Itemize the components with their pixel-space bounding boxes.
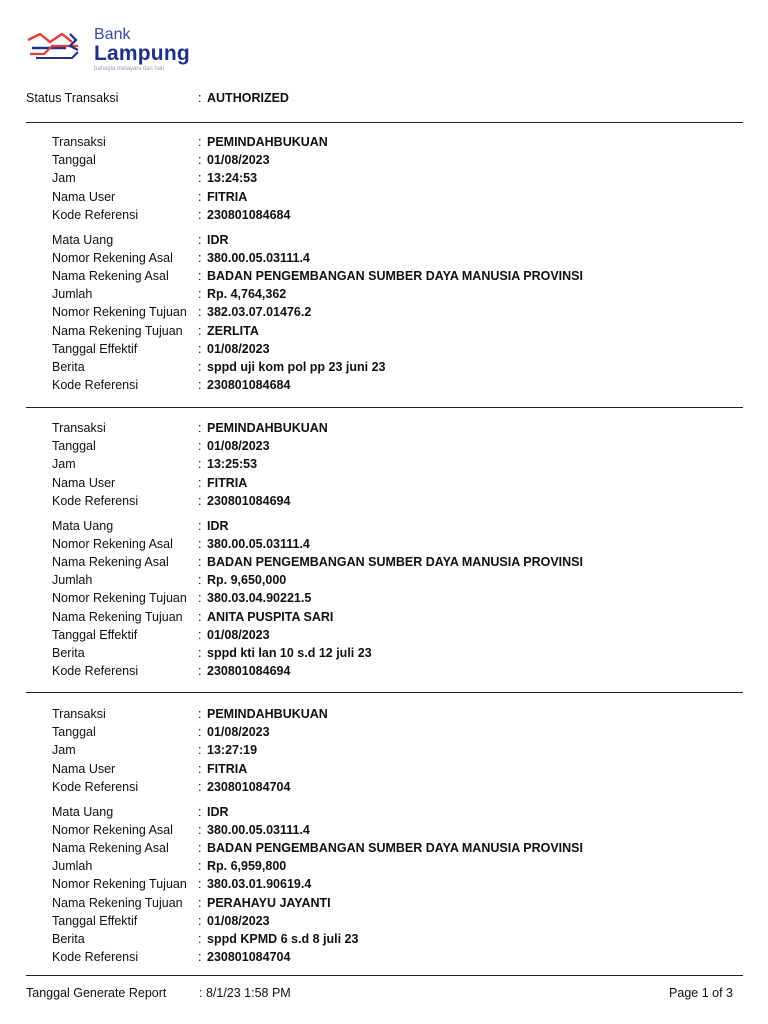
separator: : xyxy=(198,664,202,679)
field-value: sppd uji kom pol pp 23 juni 23 xyxy=(207,359,386,374)
field-label: Kode Referensi xyxy=(52,779,139,794)
field-value: BADAN PENGEMBANGAN SUMBER DAYA MANUSIA PROVINSI xyxy=(207,554,583,569)
field-row xyxy=(52,249,768,267)
field-label: Kode Referensi xyxy=(52,378,139,393)
divider xyxy=(26,692,743,693)
separator: : xyxy=(198,913,202,928)
field-value: Rp. 4,764,362 xyxy=(207,287,287,302)
field-row xyxy=(52,875,768,893)
field-value: 230801084694 xyxy=(207,493,291,508)
field-row xyxy=(52,455,768,473)
field-row xyxy=(52,303,768,321)
separator: : xyxy=(198,840,202,855)
field-label: Tanggal xyxy=(52,439,96,454)
field-row xyxy=(52,741,768,759)
field-label: Kode Referensi xyxy=(52,664,139,679)
field-label: Kode Referensi xyxy=(52,950,139,965)
separator: : xyxy=(198,645,202,660)
separator: : xyxy=(198,859,202,874)
field-label: Nomor Rekening Tujuan xyxy=(52,305,187,320)
field-row xyxy=(52,894,768,912)
field-value: 230801084684 xyxy=(207,378,291,393)
field-row xyxy=(52,322,768,340)
field-value: 380.00.05.03111.4 xyxy=(207,536,310,551)
field-label: Mata Uang xyxy=(52,518,114,533)
field-row xyxy=(52,340,768,358)
generate-report-label: Tanggal Generate Report xyxy=(26,986,167,1000)
separator: : xyxy=(198,609,202,624)
field-label: Nomor Rekening Tujuan xyxy=(52,591,187,606)
separator: : xyxy=(198,554,202,569)
field-label: Jumlah xyxy=(52,287,93,302)
field-value: 01/08/2023 xyxy=(207,913,270,928)
divider xyxy=(26,407,743,408)
field-label: Kode Referensi xyxy=(52,493,139,508)
field-value: Rp. 6,959,800 xyxy=(207,859,287,874)
separator: : xyxy=(198,232,202,247)
field-label: Nomor Rekening Asal xyxy=(52,822,173,837)
logo-brand-text: Lampung xyxy=(94,42,190,65)
field-row xyxy=(52,285,768,303)
field-label: Jam xyxy=(52,171,76,186)
field-row xyxy=(52,133,768,151)
field-value: 01/08/2023 xyxy=(207,725,270,740)
separator: : xyxy=(198,341,202,356)
field-label: Tanggal Effektif xyxy=(52,341,138,356)
field-value: IDR xyxy=(207,804,229,819)
separator: : xyxy=(198,207,202,222)
separator: : xyxy=(198,895,202,910)
page-indicator: Page 1 of 3 xyxy=(669,986,733,1000)
field-row xyxy=(52,662,768,680)
field-label: Tanggal Effektif xyxy=(52,627,138,642)
field-value: 01/08/2023 xyxy=(207,153,270,168)
logo-tagline: bahagia melayani dan hati xyxy=(94,66,165,72)
field-value: PEMINDAHBUKUAN xyxy=(207,135,328,149)
bank-logo-icon xyxy=(26,28,88,62)
status-value: AUTHORIZED xyxy=(207,91,289,105)
field-label: Nomor Rekening Asal xyxy=(52,250,173,265)
separator: : xyxy=(198,171,202,186)
separator: : xyxy=(198,493,202,508)
divider xyxy=(26,122,743,123)
separator: : xyxy=(198,822,202,837)
field-row xyxy=(52,358,768,376)
field-row xyxy=(52,839,768,857)
field-value: 13:24:53 xyxy=(207,171,258,186)
field-label: Nama User xyxy=(52,761,116,776)
separator: : xyxy=(198,378,202,393)
field-label: Transaksi xyxy=(52,707,106,721)
field-row xyxy=(52,151,768,169)
field-row xyxy=(52,437,768,455)
field-value: IDR xyxy=(207,232,229,247)
field-label: Mata Uang xyxy=(52,232,114,247)
separator: : xyxy=(198,743,202,758)
separator: : xyxy=(198,457,202,472)
field-row xyxy=(52,571,768,589)
field-label: Nama Rekening Tujuan xyxy=(52,609,183,624)
field-row xyxy=(52,948,768,966)
field-label: Kode Referensi xyxy=(52,207,139,222)
generate-report-value: : 8/1/23 1:58 PM xyxy=(199,986,291,1000)
field-value: 380.00.05.03111.4 xyxy=(207,822,310,837)
separator: : xyxy=(198,707,202,721)
report-footer xyxy=(26,984,743,1002)
field-label: Nama Rekening Asal xyxy=(52,554,169,569)
field-row xyxy=(52,723,768,741)
field-value: 13:25:53 xyxy=(207,457,258,472)
field-label: Nama User xyxy=(52,189,116,204)
field-label: Nama Rekening Tujuan xyxy=(52,323,183,338)
separator: : xyxy=(198,518,202,533)
separator: : xyxy=(198,761,202,776)
separator: : xyxy=(198,153,202,168)
field-value: 382.03.07.01476.2 xyxy=(207,305,312,320)
field-label: Berita xyxy=(52,645,85,660)
field-value: 230801084704 xyxy=(207,950,291,965)
separator: : xyxy=(198,250,202,265)
field-label: Nama Rekening Asal xyxy=(52,840,169,855)
field-row xyxy=(52,760,768,778)
divider xyxy=(26,975,743,976)
field-label: Nama User xyxy=(52,475,116,490)
field-row xyxy=(52,517,768,535)
separator: : xyxy=(198,950,202,965)
field-value: IDR xyxy=(207,518,229,533)
field-row xyxy=(52,912,768,930)
field-label: Jam xyxy=(52,743,76,758)
separator: : xyxy=(198,804,202,819)
field-label: Transaksi xyxy=(52,421,106,435)
field-value: PEMINDAHBUKUAN xyxy=(207,707,328,721)
field-row xyxy=(52,492,768,510)
field-value: 380.03.04.90221.5 xyxy=(207,591,312,606)
field-label: Jumlah xyxy=(52,859,93,874)
separator: : xyxy=(198,627,202,642)
separator: : xyxy=(198,323,202,338)
field-row xyxy=(52,778,768,796)
separator: : xyxy=(198,91,202,105)
separator: : xyxy=(198,359,202,374)
field-row xyxy=(52,930,768,948)
separator: : xyxy=(198,931,202,946)
field-label: Mata Uang xyxy=(52,804,114,819)
field-value: PERAHAYU JAYANTI xyxy=(207,895,331,910)
field-row xyxy=(52,626,768,644)
field-value: BADAN PENGEMBANGAN SUMBER DAYA MANUSIA PROVINSI xyxy=(207,268,583,283)
field-row xyxy=(52,188,768,206)
field-row xyxy=(52,553,768,571)
field-value: 01/08/2023 xyxy=(207,341,270,356)
field-label: Berita xyxy=(52,931,85,946)
field-value: 13:27:19 xyxy=(207,743,258,758)
bank-lampung-logo xyxy=(26,24,206,76)
field-value: 380.03.01.90619.4 xyxy=(207,877,312,892)
field-label: Jam xyxy=(52,457,76,472)
separator: : xyxy=(198,135,202,149)
field-value: ANITA PUSPITA SARI xyxy=(207,609,334,624)
field-row xyxy=(52,608,768,626)
field-label: Tanggal Effektif xyxy=(52,913,138,928)
field-row xyxy=(52,535,768,553)
separator: : xyxy=(198,268,202,283)
field-row xyxy=(52,169,768,187)
separator: : xyxy=(198,421,202,435)
field-label: Tanggal xyxy=(52,153,96,168)
separator: : xyxy=(198,305,202,320)
separator: : xyxy=(198,536,202,551)
field-label: Jumlah xyxy=(52,573,93,588)
field-value: Rp. 9,650,000 xyxy=(207,573,287,588)
field-label: Nama Rekening Tujuan xyxy=(52,895,183,910)
field-row xyxy=(52,376,768,394)
field-label: Nomor Rekening Tujuan xyxy=(52,877,187,892)
field-value: 01/08/2023 xyxy=(207,627,270,642)
separator: : xyxy=(198,573,202,588)
field-value: 230801084704 xyxy=(207,779,291,794)
field-value: PEMINDAHBUKUAN xyxy=(207,421,328,435)
separator: : xyxy=(198,591,202,606)
field-value: BADAN PENGEMBANGAN SUMBER DAYA MANUSIA PROVINSI xyxy=(207,840,583,855)
field-label: Nama Rekening Asal xyxy=(52,268,169,283)
field-row xyxy=(52,206,768,224)
field-row xyxy=(52,705,768,723)
field-row xyxy=(52,821,768,839)
field-row xyxy=(52,644,768,662)
field-value: sppd kti lan 10 s.d 12 juli 23 xyxy=(207,645,372,660)
separator: : xyxy=(198,287,202,302)
field-row xyxy=(52,589,768,607)
status-label: Status Transaksi xyxy=(26,91,119,105)
field-label: Berita xyxy=(52,359,85,374)
separator: : xyxy=(198,439,202,454)
field-row xyxy=(52,419,768,437)
field-row xyxy=(52,231,768,249)
field-row xyxy=(52,267,768,285)
field-value: 01/08/2023 xyxy=(207,439,270,454)
logo-bank-text: Bank xyxy=(94,26,131,43)
field-value: 230801084684 xyxy=(207,207,291,222)
field-row xyxy=(52,803,768,821)
field-row xyxy=(52,474,768,492)
field-value: 230801084694 xyxy=(207,664,291,679)
separator: : xyxy=(198,725,202,740)
field-label: Tanggal xyxy=(52,725,96,740)
field-value: ZERLITA xyxy=(207,323,259,338)
separator: : xyxy=(198,189,202,204)
separator: : xyxy=(198,877,202,892)
field-label: Transaksi xyxy=(52,135,106,149)
field-value: FITRIA xyxy=(207,475,248,490)
separator: : xyxy=(198,779,202,794)
field-value: FITRIA xyxy=(207,761,248,776)
field-row xyxy=(52,857,768,875)
separator: : xyxy=(198,475,202,490)
field-value: 380.00.05.03111.4 xyxy=(207,250,310,265)
field-value: sppd KPMD 6 s.d 8 juli 23 xyxy=(207,931,359,946)
field-label: Nomor Rekening Asal xyxy=(52,536,173,551)
field-value: FITRIA xyxy=(207,189,248,204)
